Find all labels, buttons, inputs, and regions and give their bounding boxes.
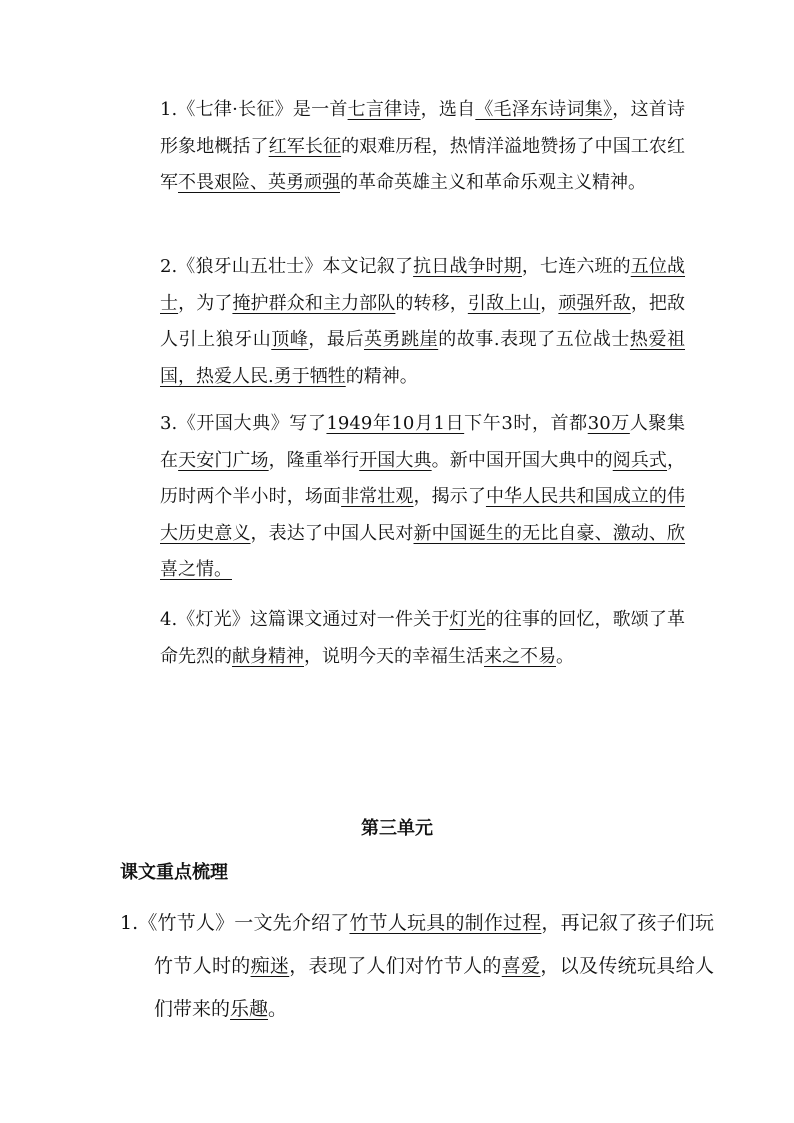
text-segment: 的艰难历程，热情洋溢地赞扬了中国工农红军 xyxy=(160,135,686,193)
key-phrase: 喜爱 xyxy=(501,955,541,977)
text-segment: 。新中国开国大典中的 xyxy=(431,449,613,471)
key-phrase: 引敌上山 xyxy=(467,292,541,314)
key-phrase: 灯光 xyxy=(449,609,486,630)
text-segment: 的精神。 xyxy=(345,365,418,387)
text-segment: 的往事的回忆，歌颂了革命先烈的 xyxy=(160,609,686,667)
key-phrase: 天安门广场 xyxy=(178,449,269,471)
text-segment: ， xyxy=(540,292,559,314)
text-segment: 4.《灯光》这篇课文通过对一件关于 xyxy=(160,609,450,630)
text-segment: 下午3时，首都 xyxy=(464,413,588,434)
text-segment: 。 xyxy=(556,645,574,667)
text-segment: ，再记叙了孩子们玩竹节人时的 xyxy=(154,912,714,977)
key-phrase: 献身精神 xyxy=(232,645,304,667)
text-segment: ，七连六班的 xyxy=(521,256,631,277)
section-subtitle: 课文重点梳理 xyxy=(120,862,228,883)
key-phrase: 30万 xyxy=(587,413,630,434)
text-segment: 2.《狼牙山五壮士》本文记叙了 xyxy=(160,256,414,277)
text-segment: ，这首诗形象地概括了 xyxy=(160,99,686,157)
key-phrase: 乐趣 xyxy=(230,998,269,1020)
key-phrase: 红军长征 xyxy=(268,135,342,157)
text-segment: ，隆重举行 xyxy=(268,449,360,471)
text-segment: ，为了 xyxy=(178,292,233,314)
text-segment: ，表现了人们对竹节人的 xyxy=(289,955,502,977)
key-phrase: 痴迷 xyxy=(250,955,290,977)
key-phrase: 中华人民共和国成立的伟大历史意义 xyxy=(160,486,686,544)
text-segment: 的转移， xyxy=(395,292,468,314)
paragraph-kaiguo-dadian xyxy=(160,406,685,589)
paragraph-zhujieren xyxy=(120,902,714,1031)
key-phrase: 顽强歼敌 xyxy=(558,292,631,314)
text-segment: 的故事.表现了五位战士 xyxy=(438,329,630,350)
paragraph-langyashan xyxy=(160,249,685,395)
text-segment: ，揭示了 xyxy=(413,486,486,507)
section-title: 第三单元 xyxy=(361,818,433,839)
key-phrase: 不畏艰险、英勇顽强 xyxy=(178,172,340,193)
key-phrase: 开国大典 xyxy=(359,449,432,471)
text-segment: ，历时两个半小时，场面 xyxy=(160,449,686,507)
key-phrase: 《毛泽东诗词集》 xyxy=(475,99,613,120)
text-segment: 1.《竹节人》一文先介绍了 xyxy=(120,912,350,934)
key-phrase: 阅兵式 xyxy=(612,449,668,471)
key-phrase: 来之不易 xyxy=(484,645,556,667)
key-phrase: 掩护群众和主力部队 xyxy=(232,292,396,314)
paragraph-dengguang xyxy=(160,602,685,675)
text-segment: ，选自 xyxy=(420,99,476,120)
text-segment: ，把敌人引上狼牙山 xyxy=(160,292,686,350)
key-phrase: 热爱祖国，热爱人民.勇于牺牲 xyxy=(160,329,686,387)
paragraph-qilv-changzheng xyxy=(160,92,685,202)
key-phrase: 顶峰 xyxy=(271,329,309,350)
text-segment: ，最后 xyxy=(308,329,365,350)
key-phrase: 七言律诗 xyxy=(347,99,421,120)
key-phrase: 非常壮观 xyxy=(341,486,414,507)
text-segment: ，说明今天的幸福生活 xyxy=(304,645,484,667)
text-segment: 3.《开国大典》写了 xyxy=(160,413,327,434)
key-phrase: 竹节人玩具的制作过程 xyxy=(349,912,542,934)
text-segment: ，表达了中国人民对 xyxy=(250,522,414,544)
text-segment: 。 xyxy=(268,998,288,1020)
key-phrase: 五位战士 xyxy=(160,256,686,314)
key-phrase: 抗日战争时期 xyxy=(413,256,522,277)
key-phrase: 新中国诞生的无比自豪、激动、欣喜之情。 xyxy=(160,522,686,580)
key-phrase: 英勇跳崖 xyxy=(364,329,439,350)
text-segment: 人聚集在 xyxy=(160,413,686,471)
key-phrase: 1949年10月1日 xyxy=(326,413,465,434)
text-segment: ，以及传统玩具给人们带来的 xyxy=(154,955,714,1020)
text-segment: 1.《七律·长征》是一首 xyxy=(160,99,348,120)
text-segment: 的革命英雄主义和革命乐观主义精神。 xyxy=(340,172,646,193)
